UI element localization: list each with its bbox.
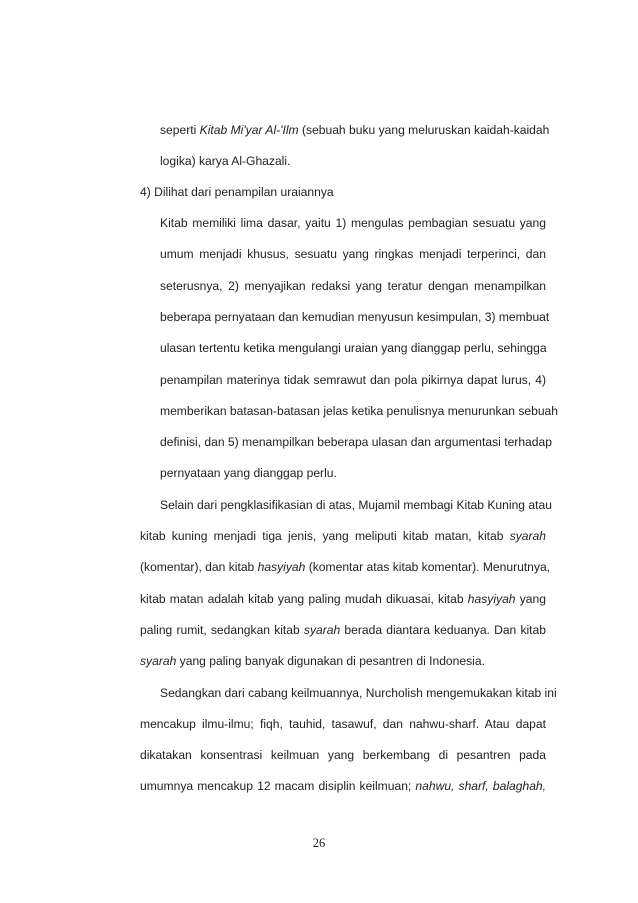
italic-term: syarah <box>140 654 177 668</box>
text-line <box>140 622 546 638</box>
italic-term: syarah <box>509 529 546 543</box>
text-line <box>160 403 558 419</box>
text-run: seterusnya, 2) menyajikan redaksi yang teratur dengan menampilkan <box>160 279 546 293</box>
text-run: Sedangkan dari cabang keilmuannya, Nurcholish mengemukakan kitab ini <box>160 686 557 700</box>
text-line <box>140 747 546 763</box>
text-run: pernyataan yang dianggap perlu. <box>160 466 337 480</box>
text-run: 4) Dilihat dari penampilan uraiannya <box>140 185 334 199</box>
text-run: beberapa pernyataan dan kemudian menyusun kesimpulan, 3) membuat <box>160 310 550 324</box>
text-run: umumnya mencakup 12 macam disiplin keilmuan; <box>140 779 416 793</box>
text-line <box>160 309 550 325</box>
text-run: kitab kuning menjadi tiga jenis, yang meliputi kitab matan, kitab <box>140 529 510 543</box>
text-line <box>160 122 550 138</box>
text-run: memberikan batasan-batasan jelas ketika penulisnya menurunkan sebuah <box>160 404 558 418</box>
text-line <box>160 246 546 262</box>
text-line <box>140 716 546 732</box>
text-run: berada diantara keduanya. Dan kitab <box>340 623 546 637</box>
text-line <box>160 340 546 356</box>
text-line <box>160 372 546 388</box>
text-run: (komentar atas kitab komentar). Menurutnya, <box>305 560 551 574</box>
text-line <box>140 559 551 575</box>
paragraph-first-line <box>160 497 552 513</box>
text-run: logika) karya Al-Ghazali. <box>160 154 291 168</box>
italic-term: nahwu, sharf, balaghah, <box>415 779 547 793</box>
text-run: (sebuah buku yang meluruskan kaidah-kaidah <box>298 123 550 137</box>
text-line <box>140 653 546 669</box>
text-run: dikatakan konsentrasi keilmuan yang berkembang di pesantren pada <box>140 748 546 762</box>
text-line <box>140 528 546 544</box>
text-run: kitab matan adalah kitab yang paling mudah dikuasai, kitab <box>140 592 468 606</box>
text-run: Kitab memiliki lima dasar, yaitu 1) mengulas pembagian sesuatu yang <box>160 216 546 230</box>
text-line <box>160 465 546 481</box>
italic-term: Kitab Mi'yar Al-'Ilm <box>199 123 299 137</box>
italic-term: hasyiyah <box>467 592 516 606</box>
text-line <box>160 215 546 231</box>
paragraph-first-line <box>160 685 557 701</box>
text-line <box>140 778 546 794</box>
list-item-heading <box>140 184 546 200</box>
text-run: paling rumit, sedangkan kitab <box>140 623 304 637</box>
text-line <box>160 434 552 450</box>
text-line <box>140 591 546 607</box>
text-run: Selain dari pengklasifikasian di atas, Mujamil membagi Kitab Kuning atau <box>160 498 552 512</box>
text-run: penampilan materinya tidak semrawut dan pola pikirnya dapat lurus, 4) <box>160 373 546 387</box>
text-line <box>160 153 546 169</box>
italic-term: syarah <box>303 623 341 637</box>
page-number: 26 <box>312 836 326 850</box>
text-run: seperti <box>160 123 200 137</box>
text-run: definisi, dan 5) menampilkan beberapa ulasan dan argumentasi terhadap <box>160 435 552 449</box>
text-run: yang paling banyak digunakan di pesantren di Indonesia. <box>176 654 485 668</box>
text-run: yang <box>515 592 546 606</box>
text-run: (komentar), dan kitab <box>140 560 258 574</box>
text-line <box>160 278 546 294</box>
text-run: umum menjadi khusus, sesuatu yang ringkas menjadi terperinci, dan <box>160 247 546 261</box>
italic-term: hasyiyah <box>257 560 306 574</box>
text-run: ulasan tertentu ketika mengulangi uraian yang dianggap perlu, sehingga <box>160 341 547 355</box>
text-run: mencakup ilmu-ilmu; fiqh, tauhid, tasawuf, dan nahwu-sharf. Atau dapat <box>140 717 546 731</box>
